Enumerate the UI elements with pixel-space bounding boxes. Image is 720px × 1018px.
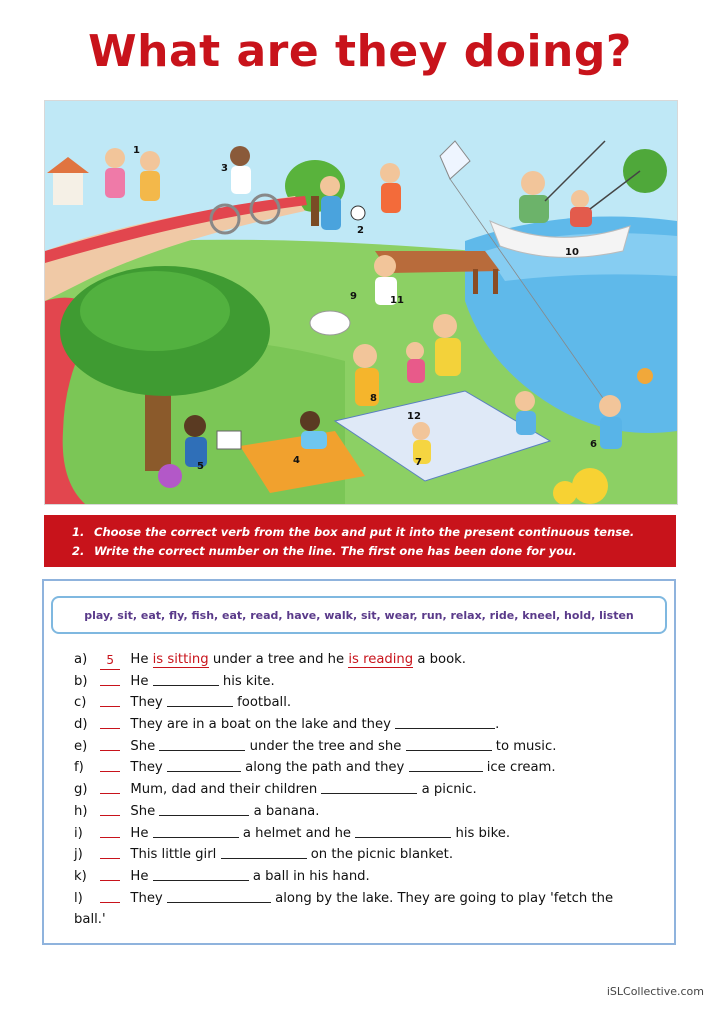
answer-field[interactable] <box>221 846 307 859</box>
answer-field[interactable] <box>153 868 249 881</box>
exercise-item-a: a) 5 He is sitting under a tree and he is reading a book. <box>74 649 664 671</box>
exercise-item-b: b) He his kite. <box>74 673 275 689</box>
instruction-item: 1. Choose the correct verb from the box and put it into the present continuous tense. <box>72 525 635 539</box>
exercise-lines <box>74 649 664 931</box>
answer-field[interactable] <box>159 738 245 751</box>
answer-field[interactable] <box>167 694 233 707</box>
exercise-item-e: e) She under the tree and she to music. <box>74 738 557 754</box>
answer-field[interactable] <box>159 803 249 816</box>
park-scene-drawing <box>45 101 677 504</box>
number-answer-field[interactable] <box>100 867 120 881</box>
answer-field[interactable] <box>153 673 219 686</box>
scene-number: 7 <box>415 457 422 468</box>
exercise-item-f: f) They along the path and they ice cream. <box>74 760 556 776</box>
exercise-item-c: c) They football. <box>74 695 292 711</box>
scene-number: 10 <box>565 247 579 258</box>
exercise-item-i: i) He a helmet and he his bike. <box>74 825 511 841</box>
answer-field[interactable] <box>167 890 271 903</box>
answer-field[interactable] <box>395 716 495 729</box>
scene-number: 8 <box>370 393 377 404</box>
number-answer-field[interactable] <box>100 845 120 859</box>
number-answer-field[interactable] <box>100 802 120 816</box>
exercise-item-l-continued: ball.' <box>74 912 106 928</box>
number-answer-field[interactable] <box>100 715 120 729</box>
scene-number: 11 <box>390 295 404 306</box>
answer-field[interactable] <box>355 825 451 838</box>
exercise-item-j: j) This little girl on the picnic blanket. <box>74 847 454 863</box>
exercise-item-l: l) They along by the lake. They are going to play 'fetch the <box>74 890 614 906</box>
scene-number: 6 <box>590 439 597 450</box>
answer-field[interactable] <box>321 781 417 794</box>
exercise-item-d: d) They are in a boat on the lake and they . <box>74 717 500 733</box>
answer-field[interactable] <box>167 759 241 772</box>
instruction-item: 2. Write the correct number on the line. The first one has been done for you. <box>72 544 577 558</box>
scene-number: 2 <box>357 225 364 236</box>
scene-number: 5 <box>197 461 204 472</box>
scene-number: 3 <box>221 163 228 174</box>
park-illustration <box>44 100 678 505</box>
answer-field[interactable] <box>409 759 483 772</box>
scene-number: 9 <box>350 291 357 302</box>
scene-number: 1 <box>133 145 140 156</box>
answer-field[interactable]: is sitting <box>152 652 209 667</box>
number-answer-field[interactable] <box>100 758 120 772</box>
number-answer-field[interactable] <box>100 672 120 686</box>
answer-field[interactable] <box>153 825 239 838</box>
number-answer-field[interactable] <box>100 780 120 794</box>
scene-number: 12 <box>407 411 421 422</box>
number-answer-field[interactable] <box>100 737 120 751</box>
number-answer-field[interactable] <box>100 889 120 903</box>
exercise-panel <box>42 579 676 945</box>
page-title: What are they doing? <box>88 26 632 77</box>
number-answer-field[interactable]: 5 <box>100 656 120 670</box>
footer-credit: iSLCollective.com <box>606 985 704 998</box>
exercise-item-k: k) He a ball in his hand. <box>74 868 370 884</box>
answer-field[interactable]: is reading <box>348 652 414 667</box>
exercise-item-h: h) She a banana. <box>74 803 320 819</box>
instructions-banner <box>44 515 676 567</box>
verb-box: play, sit, eat, fly, fish, eat, read, have, walk, sit, wear, run, relax, ride, kneel, hold, listen <box>51 596 667 634</box>
number-answer-field[interactable] <box>100 824 120 838</box>
answer-field[interactable] <box>406 738 492 751</box>
number-answer-field[interactable] <box>100 693 120 707</box>
exercise-item-g: g) Mum, dad and their children a picnic. <box>74 782 477 798</box>
scene-number: 4 <box>293 455 300 466</box>
